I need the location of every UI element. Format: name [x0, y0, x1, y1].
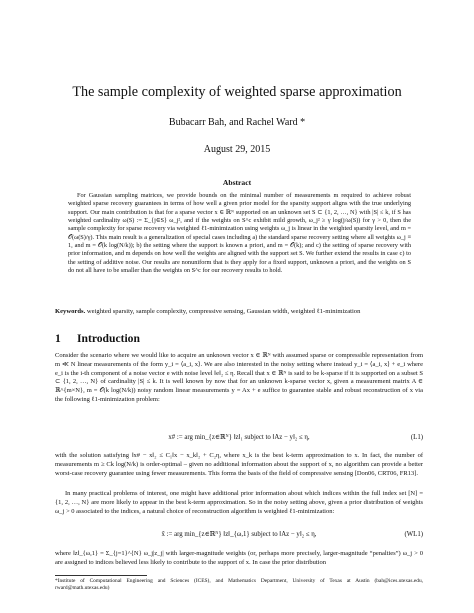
body-paragraph-4: where ‖z‖_{ω,1} = Σ_{j=1}^{N} ω_j|z_j| with larger-magnitude weights (or, perhaps more precisely, larger-magnitude “penalties”) ω_j > 0 are assigned to indices believed less likely to contribute to the support of x. In case the prior distribution [55, 550, 423, 566]
keywords-text: weighted sparsity, sample complexity, compressive sensing, Gaussian width, weighted ℓ1-minimization [86, 308, 361, 315]
section-number: 1 [55, 332, 61, 345]
section-title: Introduction [77, 332, 140, 345]
equation-l1-body: x# := arg min_{z∈ℝᴺ} ‖z‖₁ subject to ‖Az − y‖₂ ≤ η, [168, 434, 310, 441]
abstract-text: For Gaussian sampling matrices, we provide bounds on the minimal number of measurements m required to achieve robust weighted sparse recovery guarantees in terms of how well a given prior model for the sparsity support aligns with the true underlying support. Our main contribution is that for a sparse vector x ∈ ℝᴺ supported on an unknown set S ⊂ {1, 2, …, N} with |S| ≤ k, if S has weighted cardinality ω(S) := Σ_{j∈S} ω_j², and if the weights on S^c exhibit mild growth, ω_j² ≥ γ log(j/ω(S)) for γ > 0, then the sample complexity for sparse recovery via weighted ℓ1-minimization using weights ω_j is linear in the weighted sparsity level, and m = 𝒪(ω(S)/γ). This main result is a generalization of special cases including a) the standard sparse recovery setting where all weights ω_j ≡ 1, and m = 𝒪(k log(N/k)); b) the setting where the support is known a priori, and m = 𝒪(k); and c) the setting of sparse recovery with prior information, and m depends on how well the weights are aligned with the support set S. We further extend the results in case c) to the setting of additive noise. Our results are nonuniform that is they apply for a fixed support, unknown a priori, and the weights on S do not all have to be smaller than the weights on S^c for our recovery results to hold. [68, 192, 411, 275]
body-paragraph-1: Consider the scenario where we would like to acquire an unknown vector x ∈ ℝᴺ with assumed sparse or compressible representation from m ≪ N linear measurements of the form y_i = ⟨a_i, x⟩. We are also interested in the noisy setting where instead y_i = ⟨a_i, x⟩ + e_i where e_i is the i-th component of a noise vector e with noise level ‖e‖₂ ≤ η. Recall that x ∈ ℝᴺ is said to be k-sparse if it is supported on a subset S ⊂ {1, 2, …, N} of cardinality |S| ≤ k. It is well known by now that for an unknown k-sparse vector x, given a measurement matrix A ∈ ℝ^{m×N}, m = 𝒪(k log(N/k)) noisy random linear measurements y = Ax + e suffice to guarantee stable and robust reconstruction of x via the following ℓ1-minimization problem: [55, 352, 423, 403]
footnote-rule [55, 575, 147, 576]
body-paragraph-2: with the solution satisfying ‖x# − x‖₂ ≤ C₁‖x − x_k‖₂ + C₂η, where x_k is the best k-term approximation to x. In fact, the number of measurements m ≥ Ck log(N/k) is order-optimal – given no additional information about the support of x, no algorithm can provide a better worst-case recovery guarantee using fewer measurements. This forms the basis of the field of compressive sensing [Don06, CRT06, FR13]. [55, 452, 423, 477]
equation-wl1-tag: (WL1) [404, 531, 423, 538]
section-heading [55, 332, 140, 346]
equation-wl1-body: x̃ := arg min_{z∈ℝᴺ} ‖z‖_{ω,1} subject to ‖Az − y‖₂ ≤ η, [161, 531, 317, 538]
body-paragraph-3: In many practical problems of interest, one might have additional prior information about which indices within the full index set [N] = {1, 2, …, N} are more likely to appear in the best k-term approximation. So in the noisy setting above, given a prior distribution of weights ω_j > 0 associated to the indices, a natural choice of reconstruction algorithm is weighted ℓ1-minimization: [55, 490, 423, 515]
paper-title: The sample complexity of weighted sparse approximation [72, 84, 402, 100]
abstract-heading: Abstract [222, 178, 252, 187]
paper-authors: Bubacarr Bah, and Rachel Ward * [168, 117, 306, 128]
paper-date: August 29, 2015 [203, 144, 271, 155]
footnote-text: *Institute of Computational Engineering and Sciences (ICES), and Mathematics Department, University of Texas at Austin (bah@ices.utexas.edu, rward@math.utexas.edu) [55, 578, 423, 591]
keywords-label: Keywords. [55, 308, 86, 315]
keywords-line [55, 308, 423, 316]
equation-l1-tag: (L1) [410, 434, 423, 441]
